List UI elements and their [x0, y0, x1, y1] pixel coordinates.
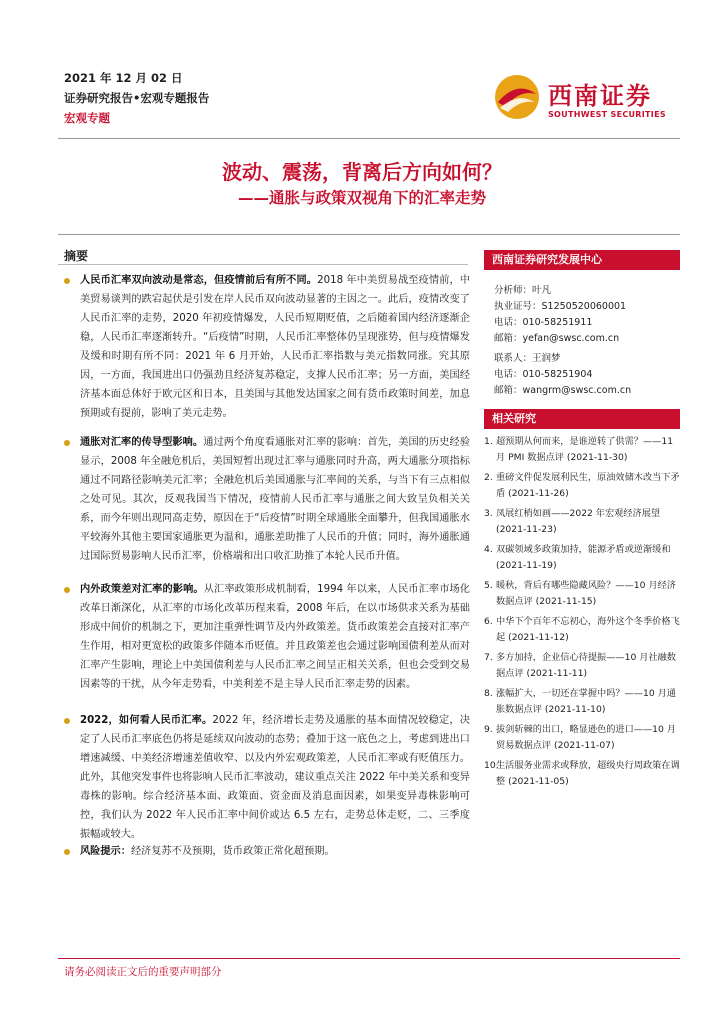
- analyst-name: 分析师：叶凡: [494, 285, 552, 296]
- footer-notice: 请务必阅读正文后的重要声明部分: [64, 966, 222, 978]
- related-item[interactable]: 10. 生活服务业需求或释放，超级央行周政策在调整 (2021-11-05): [484, 760, 680, 787]
- abstract-heading: 摘要: [64, 249, 89, 263]
- related-item[interactable]: 9. 拔剑斩棘的出口，略显逊色的进口——10 月贸易数据点评 (2021-11-07): [484, 724, 676, 751]
- abstract-item-3: 内外政策差对汇率的影响。从汇率政策形成机制看，1994 年以来，人民币汇率市场化改革日渐深化，从汇率的市场化改革历程来看，2008 年后，在以市场供求关系为基础形成中间价的机制之下，更加注重弹性调节及内外政策差。货币政策差会直接对汇率产生作用，相对更宽松的政策多伴随本币贬值。并且政策差也会通过影响国债利差从而对汇率产生影响，理论上中美国债利差与人民币汇率之间呈正相关关系，但也会受到交易因素等的干扰，从今年走势看，中美利差不是主导人民币汇率走势的因素。: [80, 584, 470, 690]
- related-item[interactable]: 7. 多方加持，企业信心待提振——10 月社融数据点评 (2021-11-11): [484, 652, 676, 679]
- abstract-item-5: 风险提示：经济复苏不及预期，货币政策正常化超预期。: [80, 846, 335, 857]
- abstract-item-4: 2022，如何看人民币汇率。2022 年，经济增长走势及通胀的基本面情况较稳定，决定了人民币汇率底色仍将是延续双向波动的态势；叠加于这一底色之上，考虑到进出口增速减缓、中美经济增速差值收窄、以及内外宏观政策差，人民币汇率或有贬值压力。此外，其他突发事件也将影响人民币汇率波动，建议重点关注 2022 年中美关系和变异毒株的影响。综合经济基本面、政策面、资金面及消息面因素，如果变异毒株影响可控，我们认为 2022 年人民币汇率中间价或达 6.5 左右，走势总体走贬，二、三季度振幅或较大。: [80, 715, 470, 840]
- related-item[interactable]: 8. 涨幅扩大，一切还在掌握中吗？——10 月通胀数据点评 (2021-11-10): [484, 688, 676, 715]
- page-subtitle: ——通胀与政策双视角下的汇率走势: [237, 189, 486, 207]
- related-heading: 相关研究: [484, 409, 680, 429]
- contact-email[interactable]: 邮箱：wangrm@swsc.com.cn: [494, 385, 632, 396]
- related-item[interactable]: 2. 重磅文件促发展利民生，原油效储木改当下矛盾 (2021-11-26): [484, 472, 680, 499]
- abstract-divider: [58, 264, 468, 265]
- related-research-list: [484, 434, 680, 794]
- abstract-item-2: 通胀对汇率的传导型影响。通过两个角度看通胀对汇率的影响：首先，美国的历史经验显示，2008 年全融危机后，美国短暂出现过汇率与通胀同时升高，两大通胀分项指标通过不同路径影响美元汇率；全融危机后美国通胀与汇率间的关系，与当下有三点相似之处可见。其次，反观我国当下情况，疫情前人民币汇率与通胀之间大致呈负相关关系，而今年则出现同高走势，原因在于“后疫情”时期全球通胀全面攀升，但我国通胀水平较海外其他主要国家通胀更为温和，通胀差助推了人民币的升值；同时，海外通胀通过国际贸易影响人民币汇率，价格端和出口收汇助推了本轮人民币升值。: [80, 437, 471, 562]
- logo-name-cn: 西南证券: [548, 81, 652, 110]
- report-type: 证券研究报告•宏观专题报告: [64, 91, 210, 105]
- bullet-icon: [64, 718, 70, 724]
- related-item[interactable]: 3. 凤展红梢如画——2022 年宏观经济展望 (2021-11-23): [484, 508, 661, 535]
- header-divider: [58, 138, 680, 139]
- analyst-phone: 电话：010-58251911: [494, 317, 593, 328]
- logo-name-en: SOUTHWEST SECURITIES: [548, 110, 666, 119]
- footer-divider: [58, 958, 680, 959]
- title-divider: [58, 234, 680, 235]
- logo-mark-icon: [492, 72, 542, 122]
- page-title: 波动、震荡，背离后方向如何？: [222, 160, 502, 184]
- related-item[interactable]: 4. 双碳领域多政策加持，能源矛盾或逆渐缓和 (2021-11-19): [484, 544, 671, 571]
- bullet-icon: [64, 587, 70, 593]
- related-item[interactable]: 6. 中华下个百年不忘初心，海外这个冬季价格飞起 (2021-11-12): [484, 616, 680, 643]
- analyst-email[interactable]: 邮箱：yefan@swsc.com.cn: [494, 333, 620, 344]
- related-item[interactable]: 1. 超预期从何而来，是谁逆转了供需？——11 月 PMI 数据点评 (2021-11-30): [484, 436, 674, 463]
- contact-name: 联系人：王润梦: [494, 353, 561, 364]
- bullet-icon: [64, 440, 70, 446]
- contact-phone: 电话：010-58251904: [494, 369, 593, 380]
- abstract-item-1: 人民币汇率双向波动是常态，但疫情前后有所不同。2018 年中美贸易战至疫情前，中美贸易谈判的跌宕起伏是引发在岸人民币双向波动显著的主因之一。此后，疫情改变了人民币汇率的走势，2020 年初疫情爆发，人民币短期贬值，之后随着国内经济逐渐企稳，人民币汇率逐渐转升。“后疫情”时期，人民币汇率整体仍呈现涨势，但与疫情爆发及缓和时期有所不同：2021 年 6 月开始，人民币汇率指数与美元指数同涨。究其原因，一方面，我国进出口仍强劲且经济复苏稳定，支撑人民币汇率；另一方面，美国经济基本面总体好于欧元区和日本，且美国与其他发达国家之间有货币政策时间差，加息预期或有提前，影响了美元走势。: [80, 275, 471, 419]
- analyst-license: 执业证号：S1250520060001: [494, 301, 627, 312]
- bullet-icon: [64, 278, 70, 284]
- report-date: 2021 年 12 月 02 日: [64, 71, 183, 85]
- company-logo: [492, 70, 672, 126]
- report-subtype: 宏观专题: [64, 111, 110, 125]
- related-item[interactable]: 5. 暖秋，背后有哪些隐藏风险？——10 月经济数据点评 (2021-11-15): [484, 580, 676, 607]
- team-heading: 西南证券研究发展中心: [484, 250, 680, 270]
- bullet-icon: [64, 849, 70, 855]
